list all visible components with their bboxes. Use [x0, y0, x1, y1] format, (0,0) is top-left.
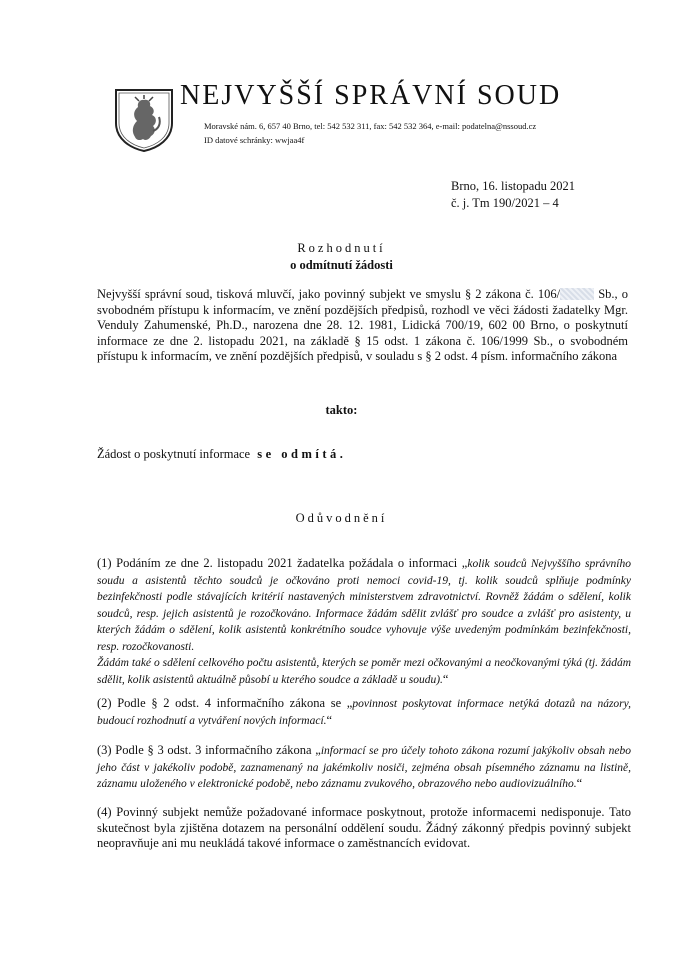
- title-line-1: Rozhodnutí: [297, 241, 386, 255]
- paragraph-1: [97, 556, 631, 688]
- paragraph-4: (4) Povinný subjekt nemůže požadované informace poskytnout, protože informacemi nedisponuje. Tato skutečnost byla zjištěna dotazem na personální oddělení soudu. Žádný zákonný předpis povinný subjekt neopravňuje ani mu neukládá takové informace o zaměstnancích evidovat.: [97, 805, 631, 850]
- p1-quote-2: Žádám také o sdělení celkového počtu asistentů, kterých se poměr mezi očkovanými a neočkovanými týká (tj. žádám sdělit, kolik asistentů aktuálně působí u kterého soudce a základě u soudu).: [97, 657, 631, 686]
- takto-heading: takto:: [325, 403, 358, 417]
- p1-intro: (1) Podáním ze dne 2. listopadu 2021 žadatelka požádala o informaci „: [97, 556, 468, 570]
- verdict-text: Žádost o poskytnutí informace: [97, 447, 251, 461]
- verdict-spaced: se odmítá.: [257, 447, 347, 461]
- place-date: Brno, 16. listopadu 2021: [451, 179, 575, 193]
- intro-part-2: Sb., o svobodném přístupu k informacím, ve znění pozdějších předpisů, rozhodl ve věci žádosti žadatelky Mgr. Venduly Zahumenské, Ph.D., narozena dne 28. 12. 1981, Lidická 700/19, 602 00 Brno, o poskytnutí informace ze dne 2. listopadu 2021, na základě § 15 odst. 1 zákona č. 106/1999 Sb., o svobodném přístupu k informacím, ve znění pozdějších předpisů, v souladu s § 2 odst. 4 písm. informačního zákona: [97, 287, 629, 364]
- paragraph-3: [97, 743, 631, 793]
- p1-end: “: [442, 671, 449, 686]
- p2-quote: povinnost poskytovat informace netýká dotazů na názory, budoucí rozhodnutí a vytváření nových informací.: [97, 698, 631, 727]
- title-line-2: o odmítnutí žádosti: [290, 258, 393, 272]
- court-name: NEJVYŠŠÍ SPRÁVNÍ SOUD: [180, 80, 562, 111]
- p3-intro: (3) Podle § 3 odst. 3 informačního zákona „: [97, 743, 321, 757]
- p3-quote: informací se pro účely tohoto zákona rozumí jakýkoliv obsah nebo jeho část v jakékoliv podobě, zaznamenaný na jakémkoliv nosiči, zejména obsah písemného záznamu na listině, záznamu uloženého v elektronické podobě, nebo záznamu zvukového, obrazového nebo audiovizuálního.: [97, 745, 632, 790]
- p3-end: “: [576, 776, 583, 790]
- reasoning-title: Odůvodnění: [295, 511, 388, 525]
- court-address: Moravské nám. 6, 657 40 Brno, tel: 542 532 311, fax: 542 532 364, e-mail: podatelna@nssoud.cz: [204, 121, 537, 131]
- intro-paragraph: [97, 287, 628, 365]
- p2-intro: (2) Podle § 2 odst. 4 informačního zákona se „: [97, 696, 353, 710]
- date-block: [451, 178, 575, 212]
- data-box-id: ID datové schránky: wwjaa4f: [204, 135, 305, 145]
- p1-quote: kolik soudců Nejvyššího správního soudu a asistentů těchto soudců je očkováno proti nemoci covid-19, tj. kolik soudců splňuje podmínky bezinfekčnosti podle stávajících kritérií nastavených ministerstvem zdravotnictví. Rovněž žádám o sdělení, kolik soudců, resp. jejich asistentů je rozočkováno. Informace žádám sdělit zvlášť pro soudce a zvlášť pro asistenty, u kterých žádám o sdělení, kolik asistentů konkrétního soudce vyhovuje výše uvedeným podmínkám bezinfekčnosti, resp. rozočkovanosti.: [97, 558, 631, 653]
- intro-part-1: Nejvyšší správní soud, tisková mluvčí, jako povinný subjekt ve smyslu § 2 zákona č. 106/: [97, 287, 561, 301]
- redaction-mark: [560, 288, 594, 300]
- p2-end: “: [326, 712, 333, 727]
- reference-number: č. j. Tm 190/2021 – 4: [451, 196, 559, 210]
- decision-title: [0, 240, 683, 274]
- paragraph-2: [97, 696, 631, 729]
- state-emblem-icon: [113, 87, 175, 153]
- verdict: [97, 447, 346, 462]
